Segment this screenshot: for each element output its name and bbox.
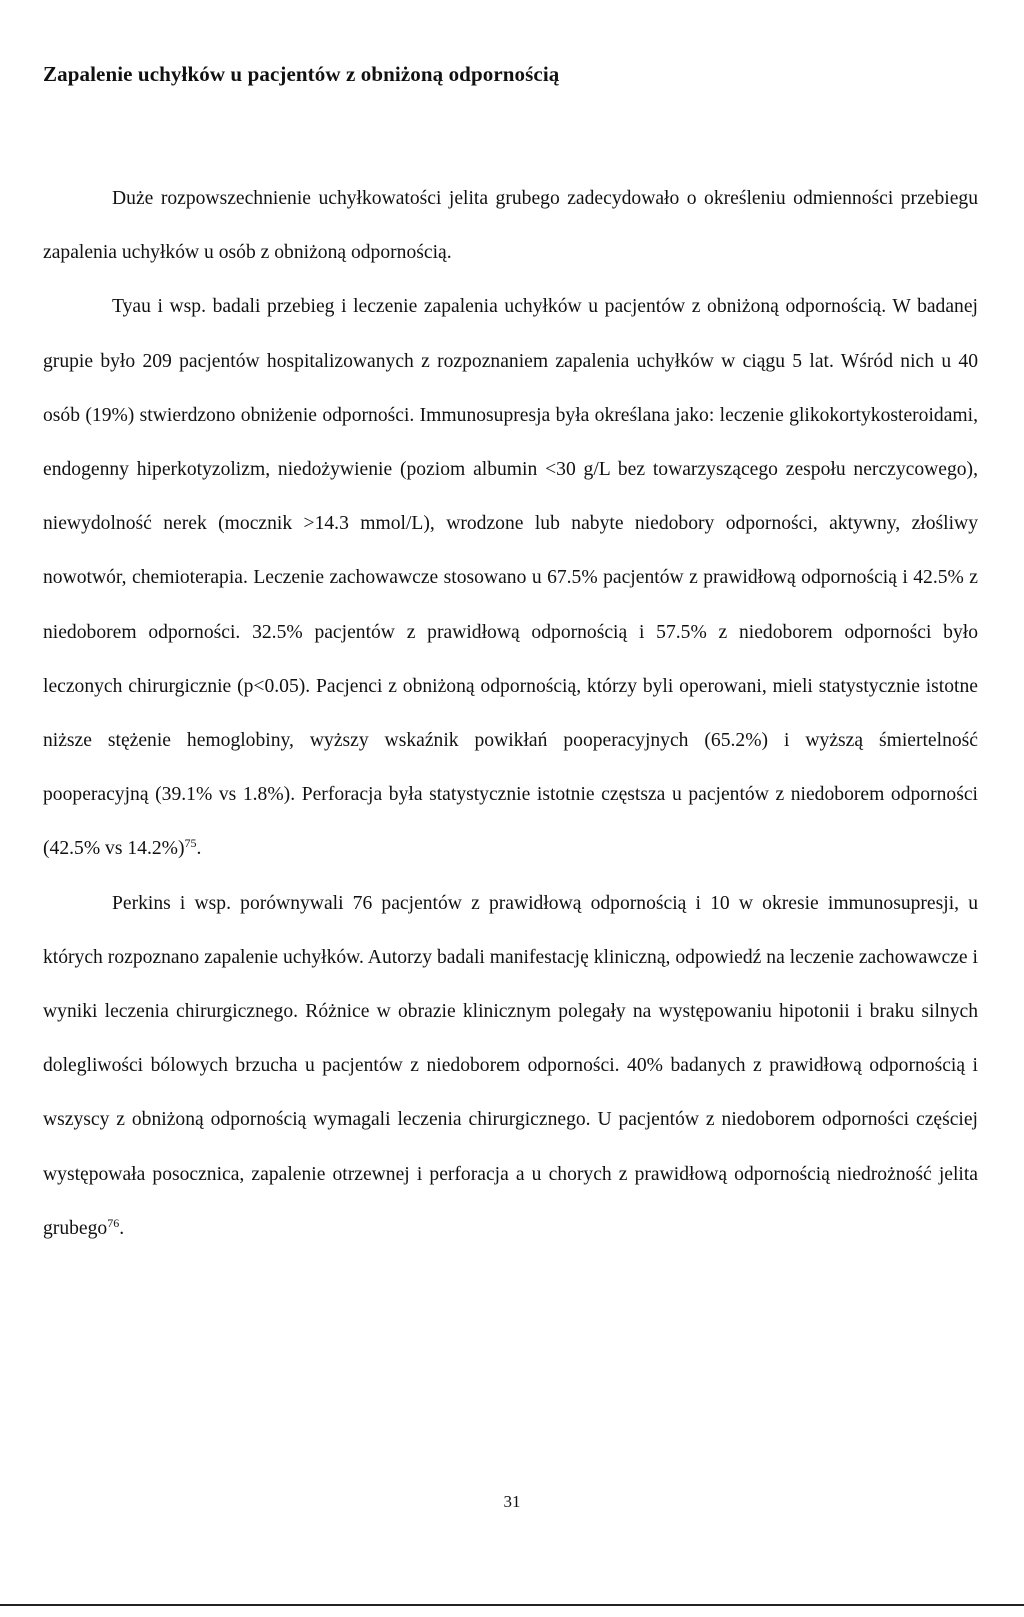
paragraph-tail: . <box>196 838 202 860</box>
footnote-reference: 76 <box>107 1215 120 1230</box>
footer-rule <box>0 1604 1024 1606</box>
paragraph-text: Tyau i wsp. badali przebieg i leczenie zapalenia uchyłków u pacjentów z obniżoną odpornością. W badanej grupie było 209 pacjentów hospitalizowanych z rozpoznaniem zapalenia uchyłków w ciągu 5 lat. Wśród nich u 40 osób (19%) stwierdzono obniżenie odporności. Immunosupresja była określana jako: leczenie glikokortykosteroidami, endogenny hiperkotyzolizm, niedożywienie (poziom albumin <30 g/L bez towarzyszącego zespołu nerczycowego), niewydolność nerek (mocznik >14.3 mmol/L), wrodzone lub nabyte niedobory odporności, aktywny, złośliwy nowotwór, chemioterapia. Leczenie zachowawcze stosowano u 67.5% pacjentów z prawidłową odpornością i 42.5% z niedoborem odporności. 32.5% pacjentów z prawidłową odpornością i 57.5% z niedoborem odporności było leczonych chirurgicznie (p<0.05). Pacjenci z obniżoną odpornością, którzy byli operowani, mieli statystycznie istotne niższe stężenie hemoglobiny, wyższy wskaźnik powikłań pooperacyjnych (65.2%) i wyższą śmiertelność pooperacyjną (39.1% vs 1.8%). Perforacja była statystycznie istotnie częstsza u pacjentów z niedoborem odporności (42.5% vs 14.2%) <box>43 296 978 860</box>
section-heading: Zapalenie uchyłków u pacjentów z obniżoną odpornością <box>43 62 560 86</box>
body-text <box>43 172 978 1256</box>
paragraph-intro <box>43 172 978 280</box>
paragraph-text: Perkins i wsp. porównywali 76 pacjentów z prawidłową odpornością i 10 w okresie immunosupresji, u których rozpoznano zapalenie uchyłków. Autorzy badali manifestację kliniczną, odpowiedź na leczenie zachowawcze i wyniki leczenia chirurgicznego. Różnice w obrazie klinicznym polegały na występowaniu hipotonii i braku silnych dolegliwości bólowych brzucha u pacjentów z niedoborem odporności. 40% badanych z prawidłową odpornością i wszyscy z obniżoną odpornością wymagali leczenia chirurgicznego. U pacjentów z niedoborem odporności częściej występowała posocznica, zapalenie otrzewnej i perforacja a u chorych z prawidłową odpornością niedrożność jelita grubego <box>43 892 978 1239</box>
page-number: 31 <box>503 1492 521 1511</box>
paragraph-perkins-study <box>43 877 978 1256</box>
paragraph-tyau-study <box>43 280 978 876</box>
paragraph-tail: . <box>119 1217 125 1239</box>
paragraph-text: Duże rozpowszechnienie uchyłkowatości jelita grubego zadecydowało o określeniu odmienności przebiegu zapalenia uchyłków u osób z obniżoną odpornością. <box>43 188 978 264</box>
footnote-reference: 75 <box>184 836 197 851</box>
